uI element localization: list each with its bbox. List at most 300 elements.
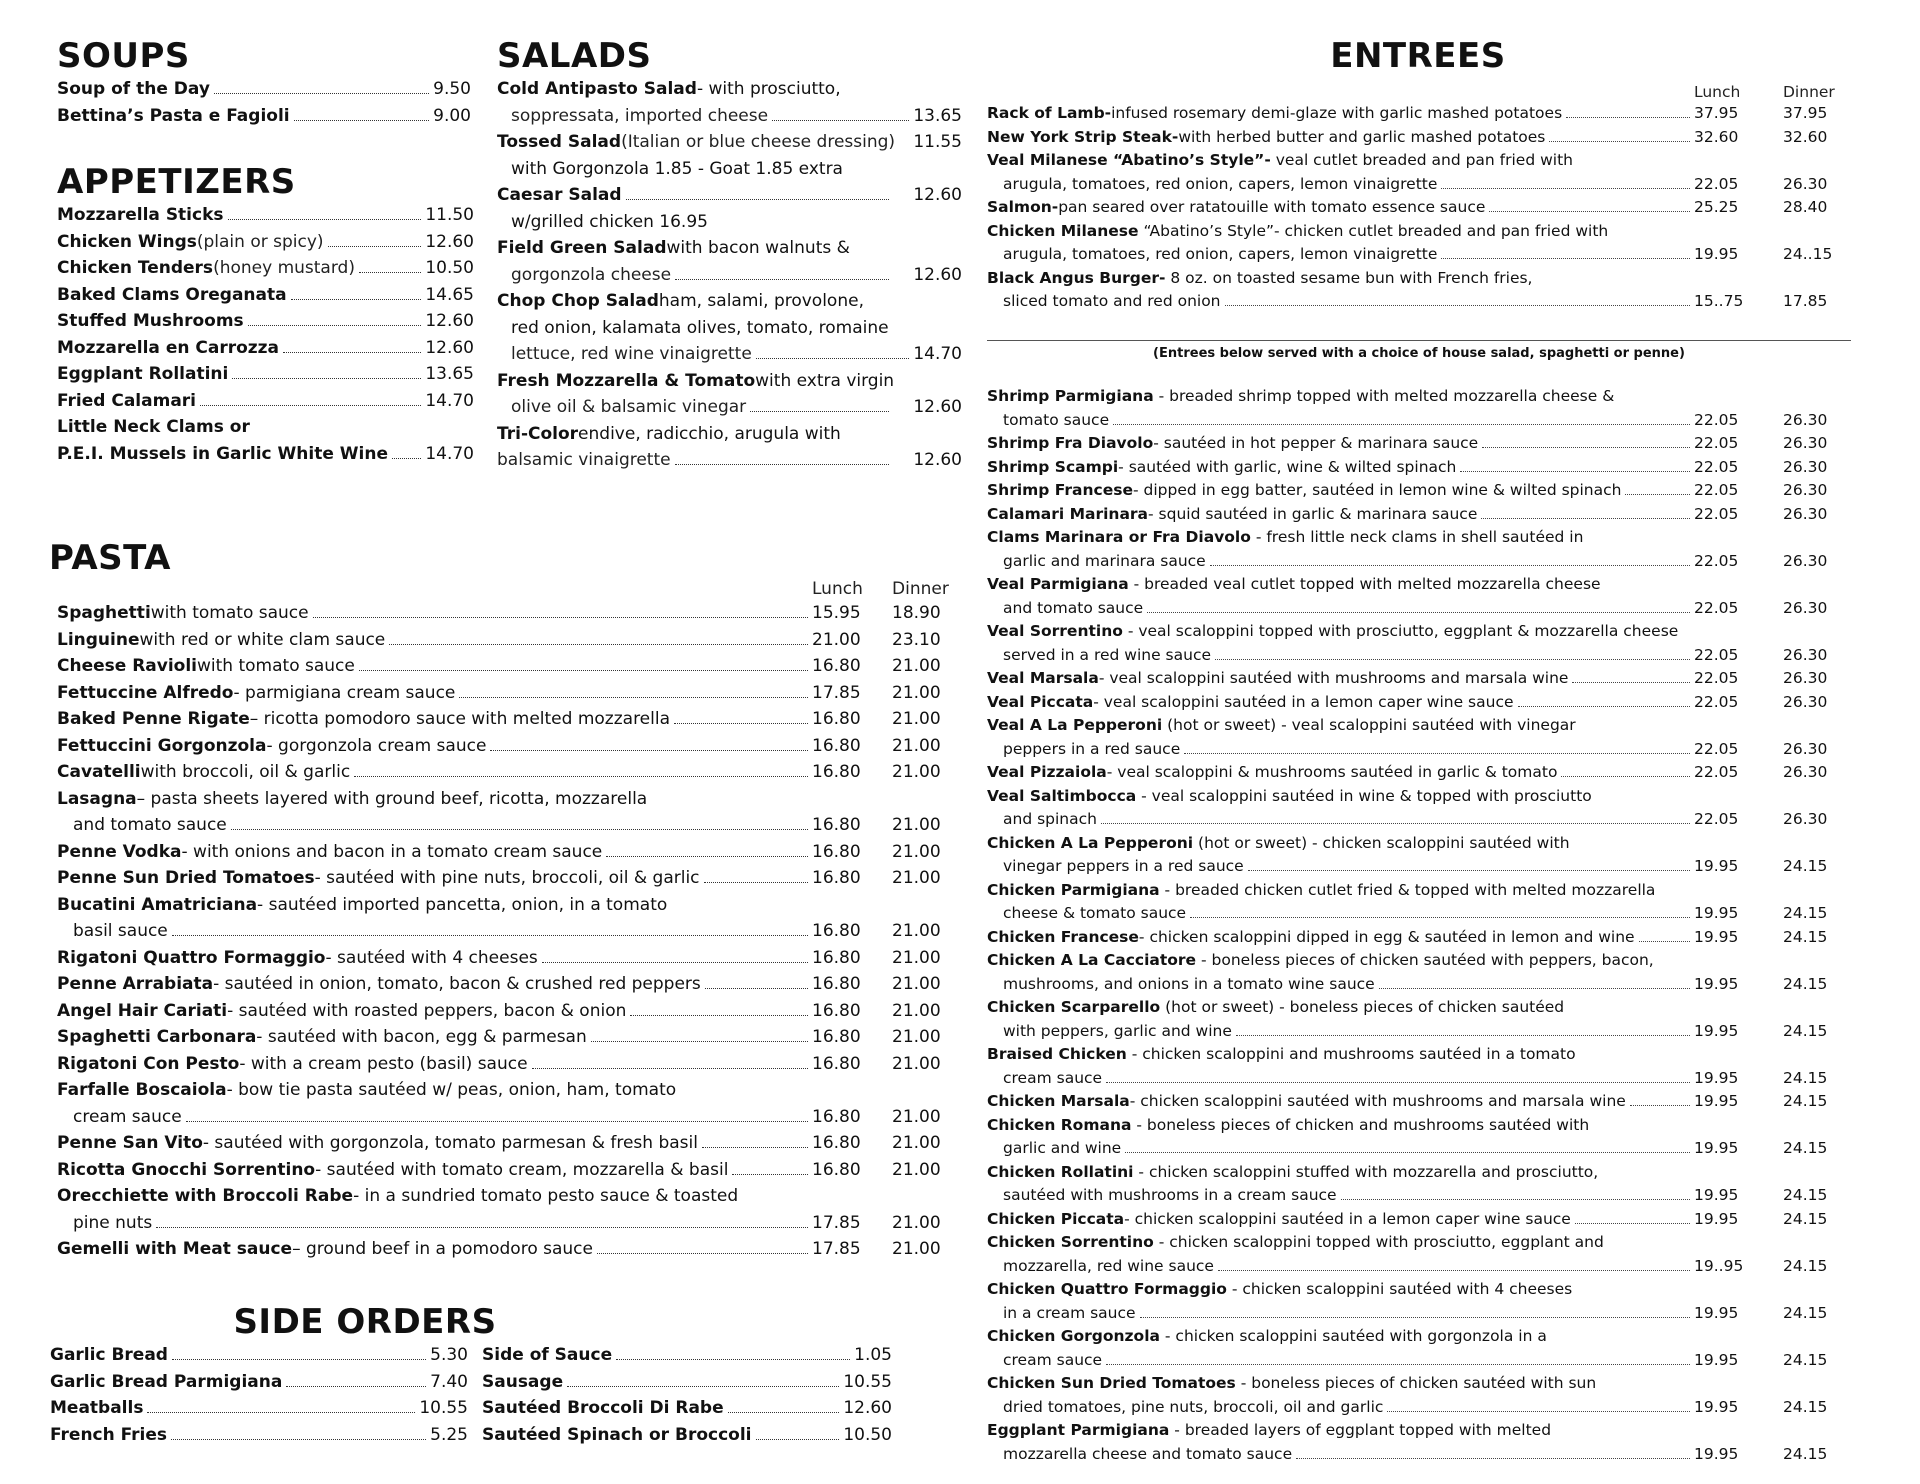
item-name: Veal Parmigiana [987, 575, 1129, 593]
lunch-price: 22.05 [1694, 457, 1739, 476]
lunch-price: 32.60 [1694, 127, 1739, 146]
item-desc: - veal scaloppini sautéed in a lemon caper wine sauce [1093, 692, 1514, 711]
item-desc: - veal scaloppini topped with prosciutto, eggplant & mozzarella cheese [1122, 622, 1679, 640]
item-name: French Fries [50, 1424, 168, 1445]
item-name: Rigatoni Quattro Formaggio [57, 947, 326, 968]
item-name: Chicken Wings [57, 231, 197, 252]
lunch-price: 16.80 [812, 868, 861, 888]
dinner-price: 24.15 [1783, 1209, 1828, 1228]
menu-item [987, 714, 1853, 738]
lunch-price: 17.85 [812, 1212, 861, 1233]
lunch-price: 16.80 [812, 1027, 861, 1047]
item-desc: - chicken scaloppini sautéed with gorgonzola in a [1159, 1327, 1547, 1345]
item-name: Chicken A La Cacciatore [987, 951, 1197, 969]
dinner-price: 21.00 [892, 709, 941, 729]
dinner-price: 18.90 [892, 603, 941, 623]
menu-item: Fresh Mozzarella & Tomato with extra virgin [497, 370, 895, 391]
entrees-price-header [987, 82, 1853, 102]
item-desc: - veal scaloppini sautéed with mushrooms and marsala wine [1098, 669, 1569, 687]
leader-dots [328, 246, 422, 247]
item-name: Chicken Tenders [57, 258, 214, 278]
item-name: Fettuccini Gorgonzola [57, 735, 267, 756]
item-name: Angel Hair Cariati [57, 1000, 228, 1021]
leader-dots [1101, 823, 1690, 824]
dinner-header: Dinner [1783, 83, 1835, 101]
lunch-price: 16.80 [812, 947, 861, 968]
leader-dots [1561, 776, 1690, 777]
leader-dots [1387, 1411, 1690, 1412]
item-desc-cont: mozzarella cheese and tomato sauce [1003, 1444, 1293, 1463]
lunch-price: 19.95 [1694, 857, 1739, 875]
menu-item [987, 1231, 1853, 1255]
leader-dots [1225, 305, 1691, 306]
menu-item [987, 1372, 1853, 1396]
leader-dots [1147, 612, 1690, 613]
leader-dots [1639, 941, 1690, 942]
menu-item [482, 1369, 892, 1396]
menu-item [50, 1422, 468, 1449]
leader-dots [705, 988, 808, 989]
leader-dots [1625, 494, 1690, 495]
menu-item [987, 785, 1853, 809]
leader-dots [1549, 141, 1690, 142]
menu-item-cont [57, 1210, 962, 1237]
dinner-price: 26.30 [1783, 434, 1828, 452]
menu-item-cont [987, 1137, 1853, 1161]
menu-item [50, 1369, 468, 1396]
item-desc: - chicken scaloppini sautéed with 4 cheeses [1226, 1280, 1573, 1298]
menu-item: Tri-Color endive, radicchio, arugula with [497, 423, 841, 444]
appetizers-section [57, 162, 474, 467]
item-name: Veal Milanese “Abatino’s Style”- [987, 151, 1271, 169]
dinner-price: 26.30 [1783, 481, 1828, 499]
item-name: Chicken Francese [987, 927, 1139, 946]
item-desc: pan seared over ratatouille with tomato essence sauce [1058, 198, 1486, 216]
leader-dots [756, 1439, 840, 1440]
item-desc: with tomato sauce [197, 656, 355, 676]
menu-item-cont: lettuce, red wine vinaigrette 14.70 [511, 344, 962, 364]
item-name: Orecchiette with Broccoli Rabe [57, 1186, 354, 1206]
lunch-price: 19.95 [1694, 1068, 1739, 1087]
menu-item-cont [57, 1104, 962, 1131]
dinner-price: 24.15 [1783, 1350, 1828, 1369]
menu-item [987, 126, 1853, 150]
dinner-price: 26.30 [1783, 457, 1828, 476]
item-desc: - veal scaloppini sautéed in wine & topped with prosciutto [1136, 786, 1592, 805]
entrees-top-list [987, 102, 1853, 314]
menu-item [987, 220, 1853, 244]
menu-item-cont [987, 855, 1853, 879]
leader-dots [606, 856, 808, 857]
pasta-section [49, 538, 962, 1263]
dinner-price: 24.15 [1783, 1397, 1828, 1416]
leader-dots [542, 962, 808, 963]
item-desc: (hot or sweet) - boneless pieces of chicken sautéed [1160, 998, 1565, 1016]
item-desc: - sautéed with roasted peppers, bacon & onion [227, 1000, 627, 1021]
leader-dots [1566, 117, 1690, 118]
menu-item [482, 1422, 892, 1449]
item-desc: - sautéed with gorgonzola, tomato parmesan & fresh basil [202, 1133, 698, 1153]
menu-item [57, 308, 474, 335]
leader-dots [354, 776, 808, 777]
menu-item [987, 432, 1853, 456]
side-orders-section [50, 1302, 955, 1448]
leader-dots [359, 670, 808, 671]
menu-item-cont [987, 1302, 1853, 1326]
appetizers-title: APPETIZERS [57, 162, 296, 202]
item-name: Chicken Piccata [987, 1209, 1125, 1228]
item-name: Rigatoni Con Pesto [57, 1053, 240, 1074]
item-name: Lasagna [57, 788, 137, 809]
item-price: 10.55 [843, 1371, 892, 1392]
item-desc: - bow tie pasta sautéed w/ peas, onion, ham, tomato [226, 1080, 677, 1100]
item-price: 12.60 [425, 231, 474, 252]
menu-item-cont [987, 1184, 1853, 1208]
dinner-price: 21.00 [892, 1000, 941, 1021]
leader-dots [283, 352, 421, 353]
dinner-price: 21.00 [892, 682, 941, 703]
soups-title: SOUPS [57, 36, 190, 76]
item-desc: - chicken scaloppini sautéed in a lemon caper wine sauce [1124, 1209, 1571, 1228]
lunch-price: 19.95 [1694, 927, 1739, 946]
menu-item-cont [57, 812, 962, 839]
dinner-price: 21.00 [892, 735, 941, 756]
leader-dots [1184, 753, 1690, 754]
item-desc-cont: and tomato sauce [1003, 598, 1144, 617]
item-name: Linguine [57, 629, 140, 650]
menu-item-cont [987, 902, 1853, 926]
lunch-price: 22.05 [1694, 481, 1739, 499]
item-desc: - boneless pieces of chicken sautéed with sun [1235, 1374, 1597, 1392]
item-name: Bucatini Amatriciana [57, 894, 258, 915]
item-desc: - parmigiana cream sauce [233, 682, 456, 703]
menu-item [987, 832, 1853, 856]
dinner-price: 21.00 [892, 841, 941, 862]
leader-dots [702, 1147, 808, 1148]
lunch-price: 19.95 [1694, 1092, 1739, 1110]
dinner-price: 24.15 [1783, 927, 1828, 946]
dinner-price: 21.00 [892, 1027, 941, 1047]
menu-item-cont [987, 1067, 1853, 1091]
item-desc-cont: sliced tomato and red onion [1003, 292, 1221, 310]
item-desc: - breaded shrimp topped with melted mozzarella cheese & [1153, 387, 1615, 405]
menu-item [57, 733, 962, 760]
item-price: 12.60 [425, 337, 474, 358]
item-name: Meatballs [50, 1398, 144, 1418]
menu-item [987, 926, 1853, 950]
leader-dots [1210, 565, 1690, 566]
item-desc: (hot or sweet) - chicken scaloppini sautéed with [1193, 833, 1570, 852]
item-desc: - chicken scaloppini topped with prosciutto, eggplant and [1153, 1233, 1604, 1251]
item-desc-cont: served in a red wine sauce [1003, 645, 1212, 664]
item-name: Baked Penne Rigate [57, 709, 250, 729]
dinner-price: 24.15 [1783, 1256, 1828, 1275]
item-price: 5.25 [430, 1424, 468, 1445]
leader-dots [597, 1253, 808, 1254]
dinner-price: 24.15 [1783, 1444, 1828, 1463]
leader-dots [1236, 1035, 1690, 1036]
menu-item [987, 1419, 1853, 1443]
item-desc-cont: basil sauce [73, 921, 168, 941]
item-name: Shrimp Fra Diavolo [987, 434, 1154, 452]
menu-item [987, 996, 1853, 1020]
menu-item [57, 998, 962, 1025]
leader-dots [392, 458, 421, 459]
menu-item [57, 255, 474, 282]
dinner-price: 21.00 [892, 947, 941, 968]
leader-dots [1125, 1152, 1690, 1153]
item-name: Bettina’s Pasta e Fagioli [57, 105, 290, 126]
dinner-price: 21.00 [892, 1053, 941, 1074]
item-desc: - sautéed in onion, tomato, bacon & crushed red peppers [213, 974, 701, 994]
item-name: Shrimp Parmigiana [987, 387, 1154, 405]
leader-dots [1489, 211, 1690, 212]
item-price: 10.50 [425, 258, 474, 278]
menu-item [57, 945, 962, 972]
dinner-price: 26.30 [1783, 598, 1828, 617]
salads-section [497, 36, 962, 474]
dinner-price: 26.30 [1783, 669, 1828, 687]
dinner-price: 24.15 [1783, 1092, 1828, 1110]
item-name: Cheese Ravioli [57, 656, 198, 676]
item-name: Chicken Parmigiana [987, 880, 1160, 899]
menu-item [57, 202, 474, 229]
item-desc: - breaded veal cutlet topped with melted mozzarella cheese [1128, 575, 1601, 593]
lunch-price: 22.05 [1694, 669, 1739, 687]
lunch-price: 16.80 [812, 841, 861, 862]
dinner-price: 28.40 [1783, 198, 1828, 216]
menu-item [987, 1325, 1853, 1349]
item-desc: - chicken scaloppini sautéed with mushrooms and marsala wine [1129, 1092, 1626, 1110]
item-name: Veal Pizzaiola [987, 763, 1107, 781]
menu-item [57, 1130, 962, 1157]
item-price: 10.50 [843, 1424, 892, 1445]
lunch-price: 15..75 [1694, 292, 1744, 310]
menu-item-cont: soppressata, imported cheese 13.65 [511, 105, 962, 126]
item-price: 1.05 [854, 1345, 892, 1365]
item-price: 7.40 [430, 1371, 468, 1392]
leader-dots [704, 882, 808, 883]
menu-item [987, 1161, 1853, 1185]
item-desc-cont: dried tomatoes, pine nuts, broccoli, oil and garlic [1003, 1397, 1384, 1416]
item-name: Sausage [482, 1371, 564, 1392]
item-desc: - dipped in egg batter, sautéed in lemon wine & wilted spinach [1132, 481, 1622, 499]
item-name: Chicken Marsala [987, 1092, 1130, 1110]
item-name: Side of Sauce [482, 1345, 613, 1365]
item-desc: (honey mustard) [213, 258, 355, 278]
menu-item [987, 691, 1853, 715]
item-name: Mozzarella Sticks [57, 205, 224, 225]
item-name: Chicken Sun Dried Tomatoes [987, 1374, 1236, 1392]
menu-item [57, 786, 962, 813]
menu-item-cont [987, 173, 1853, 197]
menu-item [482, 1395, 892, 1422]
item-name: Sautéed Spinach or Broccoli [482, 1424, 752, 1445]
leader-dots [728, 1412, 840, 1413]
leader-dots [630, 1015, 808, 1016]
item-desc-cont: cream sauce [1003, 1068, 1103, 1087]
pasta-title: PASTA [49, 538, 171, 578]
leader-dots [532, 1068, 808, 1069]
menu-item [987, 1114, 1853, 1138]
dinner-price: 21.00 [892, 1239, 941, 1259]
item-price: 14.70 [425, 390, 474, 411]
menu-item [57, 282, 474, 309]
item-desc-cont: garlic and marinara sauce [1003, 551, 1206, 570]
lunch-price: 19.95 [1694, 1139, 1739, 1157]
dinner-price: 24.15 [1783, 974, 1828, 993]
menu-item [57, 839, 962, 866]
menu-item-cont [987, 973, 1853, 997]
menu-item [987, 526, 1853, 550]
entrees-bottom-section [987, 385, 1853, 1466]
item-name: Black Angus Burger- [987, 268, 1166, 287]
leader-dots [1106, 1082, 1690, 1083]
leader-dots [228, 219, 422, 220]
item-desc-cont: in a cream sauce [1003, 1303, 1136, 1322]
menu-item [987, 620, 1853, 644]
leader-dots [186, 1121, 808, 1122]
entrees-section [987, 36, 1853, 314]
item-desc-cont: arugula, tomatoes, red onion, capers, lemon vinaigrette [1003, 245, 1438, 263]
leader-dots [1518, 706, 1691, 707]
menu-item [57, 1183, 962, 1210]
menu-item [57, 1024, 962, 1051]
item-desc: “Abatino’s Style”- chicken cutlet breaded and pan fried with [1138, 221, 1609, 240]
lunch-price: 25.25 [1694, 198, 1739, 216]
item-name: Fried Calamari [57, 390, 196, 411]
item-desc-cont: with peppers, garlic and wine [1003, 1021, 1232, 1040]
item-desc: - with onions and bacon in a tomato cream sauce [181, 841, 603, 862]
lunch-price: 22.05 [1694, 810, 1739, 828]
item-name: Chicken Quattro Formaggio [987, 1280, 1227, 1298]
item-name: Rack of Lamb- [987, 104, 1112, 122]
item-name: Chicken Rollatini [987, 1162, 1134, 1181]
menu-item [987, 949, 1853, 973]
menu-item [57, 1236, 962, 1263]
leader-dots [389, 644, 808, 645]
divider [987, 340, 1851, 341]
entrees-note: (Entrees below served with a choice of house salad, spaghetti or penne) [1153, 346, 1685, 361]
lunch-price: 19.95 [1694, 1350, 1739, 1369]
menu-item-cont: red onion, kalamata olives, tomato, romaine [511, 317, 889, 338]
item-desc-cont: tomato sauce [1003, 410, 1110, 429]
menu-item [57, 361, 474, 388]
item-price: 13.65 [425, 364, 474, 384]
menu-item [57, 600, 962, 627]
item-desc-cont: and spinach [1003, 810, 1097, 828]
menu-item [57, 865, 962, 892]
menu-item [57, 653, 962, 680]
menu-item [482, 1342, 892, 1369]
item-desc: with tomato sauce [150, 603, 309, 623]
leader-dots [1341, 1199, 1690, 1200]
leader-dots [1575, 1223, 1690, 1224]
menu-item-cont: with Gorgonzola 1.85 - Goat 1.85 extra [511, 158, 843, 179]
item-name: Soup of the Day [57, 79, 210, 99]
item-name: Clams Marinara or Fra Diavolo [987, 528, 1251, 546]
item-name: Chicken A La Pepperoni [987, 833, 1194, 852]
item-name: Shrimp Scampi [987, 457, 1119, 476]
item-name: Calamari Marinara [987, 504, 1149, 523]
leader-dots [231, 829, 808, 830]
menu-item [57, 627, 962, 654]
dinner-price: 24.15 [1783, 1021, 1828, 1040]
menu-item [987, 1278, 1853, 1302]
leader-dots [459, 697, 808, 698]
item-price: 5.30 [430, 1345, 468, 1365]
item-desc: - boneless pieces of chicken and mushrooms sautéed with [1131, 1115, 1590, 1134]
entrees-bottom-list [987, 385, 1853, 1466]
menu-item [57, 1157, 962, 1184]
item-desc: (hot or sweet) - veal scaloppini sautéed with vinegar [1162, 716, 1576, 734]
menu-item [987, 879, 1853, 903]
leader-dots [1140, 1317, 1690, 1318]
leader-dots [1460, 471, 1690, 472]
item-price: 14.65 [425, 284, 474, 305]
item-desc: - gorgonzola cream sauce [266, 735, 487, 756]
item-name: Chicken Scarparello [987, 998, 1161, 1016]
item-desc: - breaded chicken cutlet fried & topped with melted mozzarella [1159, 880, 1656, 899]
item-desc: - chicken scaloppini dipped in egg & sautéed in lemon and wine [1138, 927, 1635, 946]
item-name: Baked Clams Oreganata [57, 284, 287, 305]
item-price: 10.55 [419, 1398, 468, 1418]
leader-dots [591, 1041, 808, 1042]
lunch-price: 22.05 [1694, 692, 1739, 711]
item-price: 9.50 [433, 79, 471, 99]
menu-item-cont [987, 808, 1853, 832]
menu-item: Chop Chop Salad ham, salami, provolone, [497, 291, 864, 311]
lunch-price: 22.05 [1694, 434, 1739, 452]
menu-item [50, 1395, 468, 1422]
leader-dots [294, 120, 430, 121]
item-desc-cont: mushrooms, and onions in a tomato wine sauce [1003, 974, 1375, 993]
item-desc: - with a cream pesto (basil) sauce [239, 1053, 528, 1074]
dinner-price: 26.30 [1783, 810, 1828, 828]
item-desc-cont: cream sauce [1003, 1350, 1103, 1369]
lunch-price: 16.80 [812, 815, 861, 835]
item-desc-cont: garlic and wine [1003, 1139, 1122, 1157]
item-name: Penne Sun Dried Tomatoes [57, 868, 315, 888]
dinner-price: 21.00 [892, 1159, 941, 1180]
menu-item-cont [987, 290, 1853, 314]
item-desc-cont: pine nuts [73, 1212, 153, 1233]
lunch-price: 16.80 [812, 735, 861, 756]
menu-item [987, 196, 1853, 220]
item-name: Veal Marsala [987, 669, 1099, 687]
dinner-price: 24..15 [1783, 245, 1833, 263]
leader-dots [156, 1227, 808, 1228]
menu-item-cont [987, 243, 1853, 267]
item-desc: (plain or spicy) [196, 231, 324, 252]
lunch-price: 16.80 [812, 921, 861, 941]
dinner-price: 26.30 [1783, 645, 1828, 664]
item-desc: - sautéed with garlic, wine & wilted spinach [1118, 457, 1457, 476]
leader-dots [286, 1386, 426, 1387]
leader-dots [1630, 1105, 1690, 1106]
item-desc: - sautéed with 4 cheeses [325, 947, 538, 968]
leader-dots [232, 378, 421, 379]
lunch-price: 19..95 [1694, 1256, 1744, 1275]
lunch-price: 19.95 [1694, 1209, 1739, 1228]
dinner-price: 26.30 [1783, 551, 1828, 570]
dinner-price: 21.00 [892, 921, 941, 941]
leader-dots [616, 1359, 850, 1360]
item-name: Eggplant Rollatini [57, 364, 229, 384]
dinner-price: 32.60 [1783, 127, 1828, 146]
menu-item: Tossed Salad (Italian or blue cheese dressing) 11.55 [497, 132, 962, 152]
lunch-price: 16.80 [812, 1053, 861, 1074]
